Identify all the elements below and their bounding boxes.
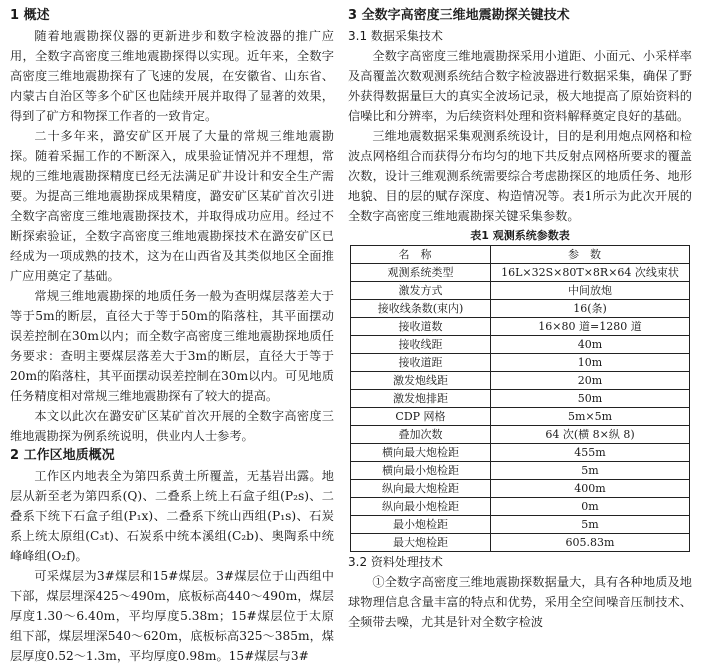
table-header-row bbox=[351, 246, 690, 264]
table-cell-value: 605.83m bbox=[491, 534, 690, 552]
table-row bbox=[351, 480, 690, 498]
subsection-heading-acquisition: 3.1 数据采集技术 bbox=[348, 29, 443, 43]
table-row bbox=[351, 354, 690, 372]
paragraph: 随着地震勘探仪器的更新进步和数字检波器的推广应用，全数字高密度三维地震勘探得以实现。近年来，全数字高密度三维地震勘探有了飞速的发展，在安徽省、山东省、内蒙古自治区等多个矿区也陆续开展并取得了显著的效果，得到了矿方和物探工作者的一致肯定。 bbox=[10, 29, 334, 123]
table-cell-name: 接收道数 bbox=[351, 318, 491, 336]
table-cell-value: 16L×32S×80T×8R×64 次线束状 bbox=[491, 264, 690, 282]
table-cell-value: 10m bbox=[491, 354, 690, 372]
table-row bbox=[351, 516, 690, 534]
table-cell-name: 激发炮排距 bbox=[351, 390, 491, 408]
left-column bbox=[10, 6, 334, 666]
right-column bbox=[348, 6, 692, 632]
table-caption: 表1 观测系统参数表 bbox=[470, 229, 570, 242]
paragraph: 本文以此次在潞安矿区某矿首次开展的全数字高密度三维地震勘探为例系统说明，供业内人士参考。 bbox=[10, 409, 334, 443]
table-header-value: 参数 bbox=[491, 246, 690, 264]
table-cell-name: 最大炮检距 bbox=[351, 534, 491, 552]
table-cell-name: CDP 网格 bbox=[351, 408, 491, 426]
table-cell-value: 16(条) bbox=[491, 300, 690, 318]
table-cell-value: 455m bbox=[491, 444, 690, 462]
paragraph: 常规三维地震勘探的地质任务一般为查明煤层落差大于等于5m的断层，直径大于等于50m的陷落柱，其平面摆动误差控制在30m以内；而全数字高密度三维地震勘探地质任务要求：查明主要煤层落差大于3m的断层，直径大于等于20m的陷落柱，其平面摆动误差控制在30m以内。可见地质任务精度相对常规三维地震勘探有了较大的提高。 bbox=[10, 289, 334, 403]
table-cell-value: 中间放炮 bbox=[491, 282, 690, 300]
table-cell-name: 激发方式 bbox=[351, 282, 491, 300]
table-cell-name: 横向最大炮检距 bbox=[351, 444, 491, 462]
table-cell-value: 64 次(横 8×纵 8) bbox=[491, 426, 690, 444]
table-cell-value: 5m bbox=[491, 516, 690, 534]
table-row bbox=[351, 426, 690, 444]
table-row bbox=[351, 264, 690, 282]
table-cell-name: 观测系统类型 bbox=[351, 264, 491, 282]
table-row bbox=[351, 336, 690, 354]
table-row bbox=[351, 300, 690, 318]
table-cell-value: 5m×5m bbox=[491, 408, 690, 426]
table-row bbox=[351, 408, 690, 426]
table-cell-name: 横向最小炮检距 bbox=[351, 462, 491, 480]
table-cell-value: 16×80 道=1280 道 bbox=[491, 318, 690, 336]
section-heading-key-tech: 3 全数字高密度三维地震勘探关键技术 bbox=[348, 8, 570, 23]
paragraph: 工作区内地表全为第四系黄土所覆盖，无基岩出露。地层从新至老为第四系(Q)、二叠系上统上石盒子组(P₂s)、二叠系下统下石盒子组(P₁x)、二叠系下统山西组(P₁s)、石炭系上统太原组(C₃t)、石炭系中统本溪组(C₂b)、奥陶系中统峰峰组(O₂f)。 bbox=[10, 469, 334, 563]
table-row bbox=[351, 318, 690, 336]
table-row bbox=[351, 462, 690, 480]
paragraph: 三维地震数据采集观测系统设计，目的是利用炮点网格和检波点网格组合而获得分布均匀的地下共反射点网格所要求的覆盖次数，设计三维观测系统需要综合考虑勘探区的地质任务、地形地貌、目的层的赋存深度、构造情况等。表1所示为此次开展的全数字高密度三维地震勘探关键采集参数。 bbox=[348, 129, 692, 223]
table-cell-value: 0m bbox=[491, 498, 690, 516]
table-cell-name: 接收线距 bbox=[351, 336, 491, 354]
table-cell-name: 激发炮线距 bbox=[351, 372, 491, 390]
section-heading-geology: 2 工作区地质概况 bbox=[10, 448, 115, 463]
paragraph: 二十多年来，潞安矿区开展了大量的常规三维地震勘探。随着采掘工作的不断深入，成果验证情况并不理想，常规的三维地震勘探精度已经无法满足矿井设计和安全生产需要。为提高三维地震勘探成果精度，潞安矿区某矿首次引进全数字高密度三维地震勘探技术，并取得成功应用。经过不断探索验证，全数字高密度三维地震勘探技术在潞安矿区已经成为一项成熟的技术，这为在山西省及其类似地区全面推广应用奠定了基础。 bbox=[10, 129, 334, 283]
table-cell-value: 5m bbox=[491, 462, 690, 480]
table-cell-name: 纵向最大炮检距 bbox=[351, 480, 491, 498]
table-cell-name: 接收线条数(束内) bbox=[351, 300, 491, 318]
table-cell-value: 20m bbox=[491, 372, 690, 390]
paragraph: ①全数字高密度三维地震勘探数据量大，具有各种地质及地球物理信息含量丰富的特点和优势，采用全空间噪音压制技术、全频带去噪，尤其是针对全数字检波 bbox=[348, 575, 692, 629]
table-row bbox=[351, 390, 690, 408]
table-cell-name: 接收道距 bbox=[351, 354, 491, 372]
paragraph: 全数字高密度三维地震勘探采用小道距、小面元、小采样率及高覆盖次数观测系统结合数字检波器进行数据采集，确保了野外获得数据量巨大的真实全波场记录，极大地提高了原始资料的信噪比和分辨率，为后续资料处理和资料解释奠定良好的基础。 bbox=[348, 49, 692, 123]
paragraph: 可采煤层为3#煤层和15#煤层。3#煤层位于山西组中下部，煤层埋深425～490m，底板标高440～490m，煤层厚度1.30～6.40m，平均厚度5.38m；15#煤层位于太原组下部，煤层埋深540～620m，底板标高325～385m，煤层厚度0.52～1.3m，平均厚度0.98m。15#煤层与3# bbox=[10, 569, 334, 663]
table-cell-name: 纵向最小炮检距 bbox=[351, 498, 491, 516]
subsection-heading-processing: 3.2 资料处理技术 bbox=[348, 555, 443, 569]
table-cell-value: 40m bbox=[491, 336, 690, 354]
table-header-name: 名称 bbox=[351, 246, 491, 264]
section-heading-overview: 1 概述 bbox=[10, 8, 50, 23]
table-row bbox=[351, 444, 690, 462]
table-body bbox=[351, 264, 690, 552]
table-row bbox=[351, 534, 690, 552]
table-row bbox=[351, 372, 690, 390]
table-row bbox=[351, 282, 690, 300]
table-row bbox=[351, 498, 690, 516]
table-cell-name: 最小炮检距 bbox=[351, 516, 491, 534]
table-cell-value: 50m bbox=[491, 390, 690, 408]
parameter-table bbox=[350, 245, 690, 552]
table-cell-name: 叠加次数 bbox=[351, 426, 491, 444]
table-cell-value: 400m bbox=[491, 480, 690, 498]
